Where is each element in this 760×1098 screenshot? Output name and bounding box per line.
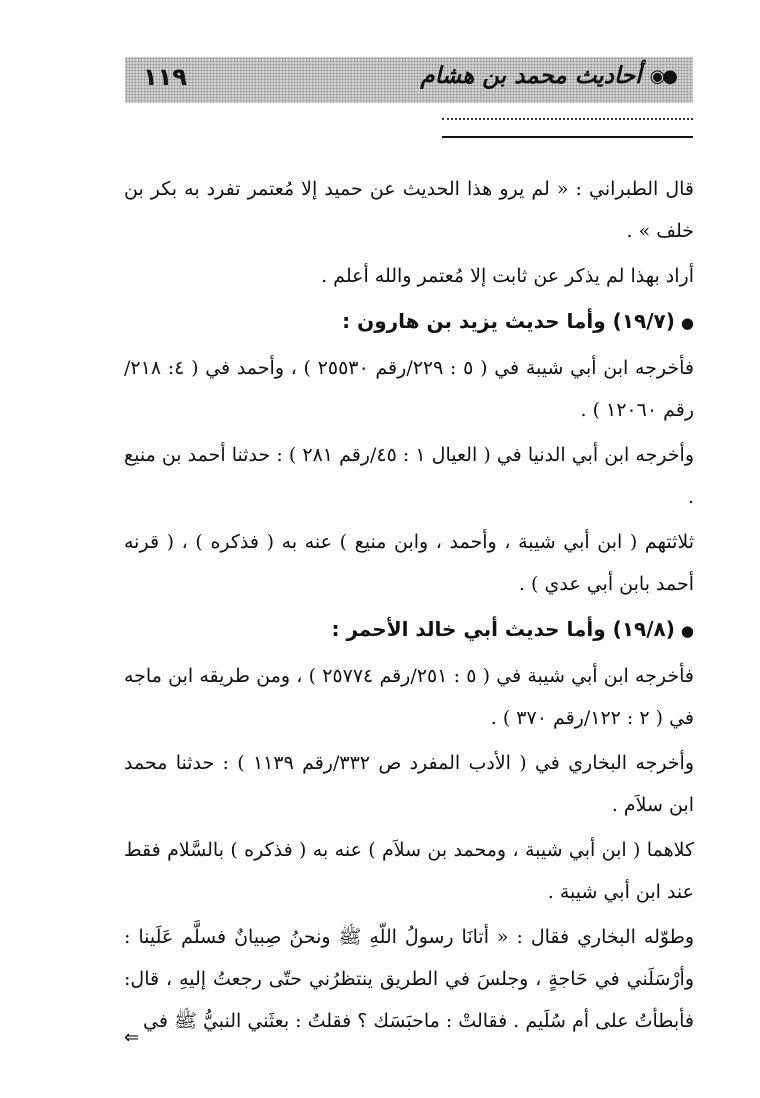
main-text	[124, 168, 694, 1045]
running-header	[125, 57, 693, 103]
paragraph: ثلاثتهم ( ابن أبي شيبة ، وأحمد ، وابن منيع ) عنه به ( فذكره ) ، ( قرنه أحمد بابن أبي عدي ) .	[124, 531, 694, 595]
page-number: ١١٩	[143, 63, 187, 91]
running-title	[420, 63, 675, 89]
section-heading	[124, 608, 694, 652]
paragraph: وأخرجه ابن أبي الدنيا في ( العيال ١ : ٤٥/رقم ٢٨١ ) : حدثنا أحمد بن منيع .	[124, 444, 694, 508]
section-heading	[124, 300, 694, 344]
bullet-icon: ●	[680, 622, 694, 640]
paragraph: كلاهما ( ابن أبي شيبة ، ومحمد بن سلاَم ) عنه به ( فذكره ) بالسَّلام فقط عند ابن أبي شيبة .	[124, 839, 694, 903]
section-heading-text: (١٩/٧) وأما حديث يزيد بن هارون :	[342, 309, 675, 333]
section-heading-text: (١٩/٨) وأما حديث أبي خالد الأحمر :	[331, 617, 675, 641]
paragraph: وطوّله البخاري فقال : « أتانَا رسولُ اللّهِ ﷺ ونحنُ صِبيانٌ فسلَّم عَلَينا : وأرْسَلَني في حَاجةٍ ، وجلسَ في الطريق ينتظرُني حتّى رجعتُ إليهِ ، قال: فأبطأتُ على أم سُلَيم . فقالتْ : ماحبَسَك ؟ فقلتُ : بعثَني النبيُّ ﷺ في	[124, 926, 694, 1032]
continuation-arrow-icon: ⇐	[124, 1027, 140, 1048]
ornament-icon: ●◉	[649, 65, 675, 87]
header-rule	[442, 136, 693, 138]
paragraph: فأخرجه ابن أبي شيبة في ( ٥ : ٢٥١/رقم ٢٥٧٧٤ ) ، ومن طريقه ابن ماجه في ( ٢ : ١٢٢/رقم ٣٧٠ ) .	[124, 665, 695, 729]
bullet-icon: ●	[680, 314, 694, 332]
paragraph: وأخرجه البخاري في ( الأدب المفرد ص ٣٣٢/رقم ١١٣٩ ) : حدثنا محمد ابن سلاَم .	[124, 752, 695, 816]
paragraph: فأخرجه ابن أبي شيبة في ( ٥ : ٢٢٩/رقم ٢٥٥٣٠ ) ، وأحمد في ( ٤: ٢١٨/ رقم ١٢٠٦٠ ) .	[124, 357, 695, 421]
paragraph: قال الطبراني : « لم يرو هذا الحديث عن حميد إلا مُعتمر تفرد به بكر بن خلف » .	[124, 178, 694, 242]
running-title-text: أحاديث محمد بن هشام	[420, 63, 642, 89]
paragraph: أراد بهذا لم يذكر عن ثابت إلا مُعتمر والله أعلم .	[321, 265, 694, 287]
dotted-separator	[442, 118, 693, 120]
